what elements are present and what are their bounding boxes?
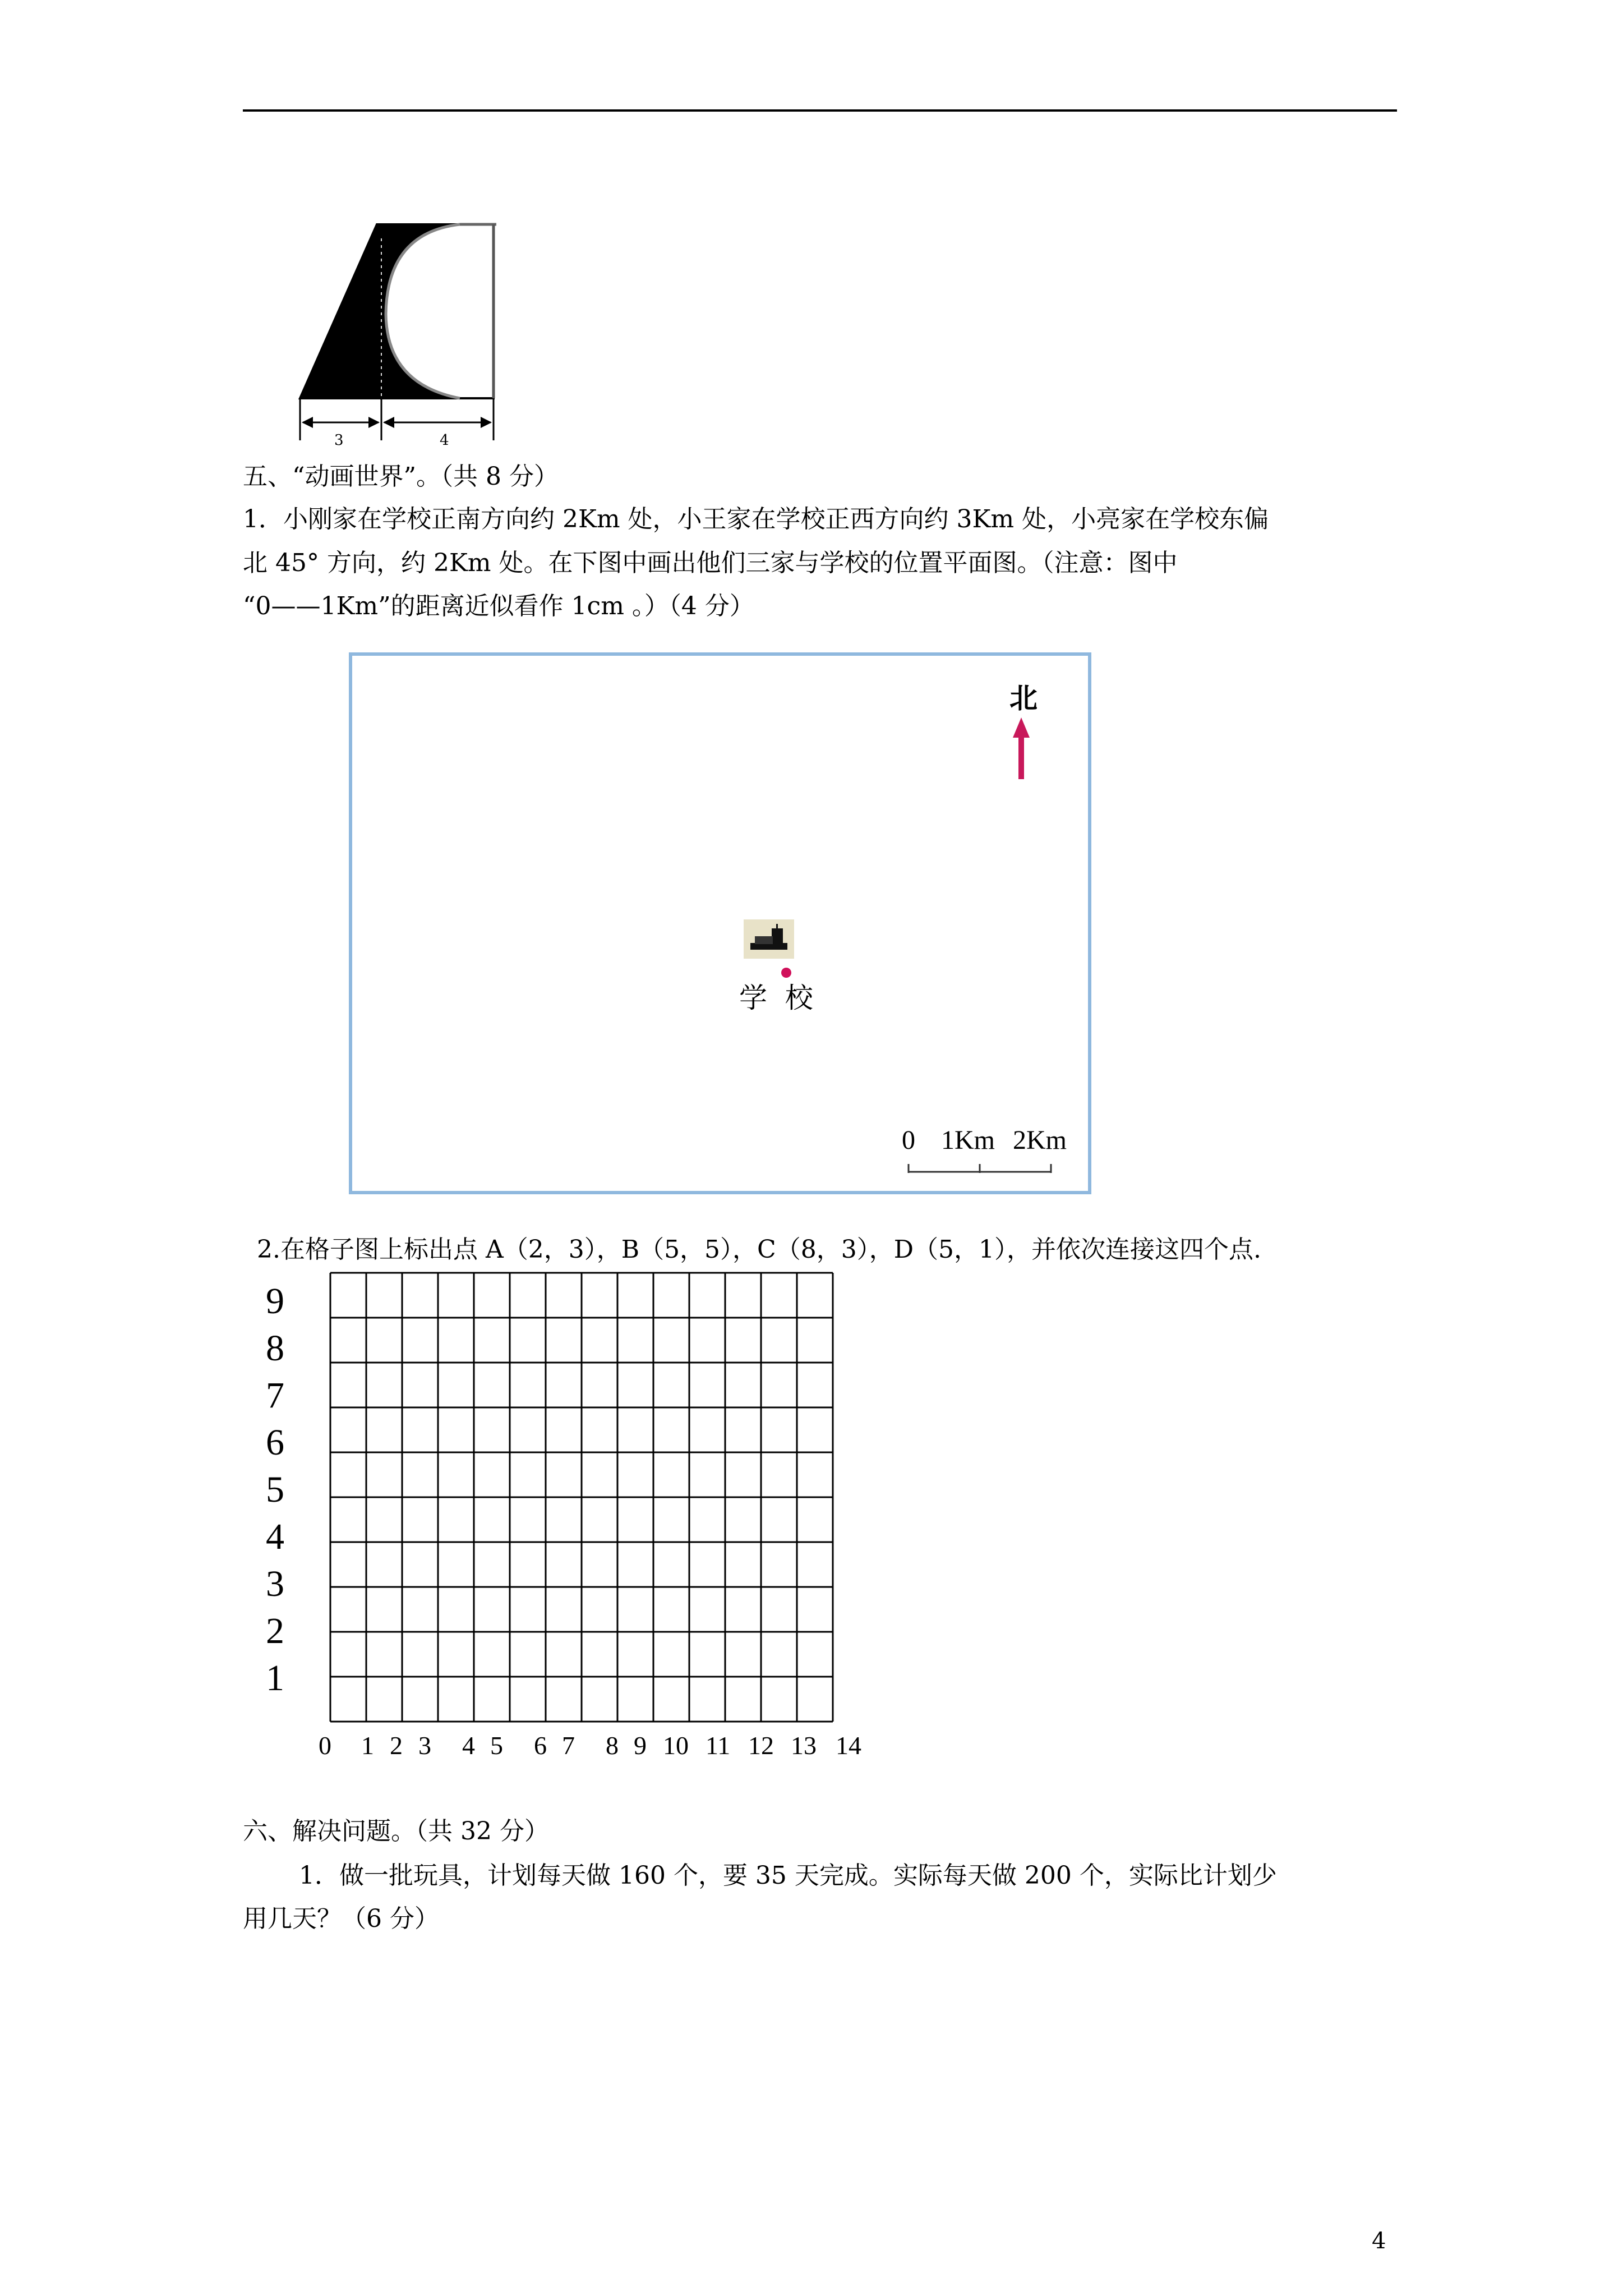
section6-title: 六、解决问题。（共 32 分） (243, 1817, 549, 1846)
north-arrow-icon (1013, 717, 1030, 779)
coordinate-grid[interactable] (328, 1271, 844, 1725)
y-label-1: 1 (266, 1658, 284, 1699)
q2-text: 2.在格子图上标出点 A（2，3），B（5，5），C（8，3），D（5，1），并依次连接这四个点. (257, 1235, 1261, 1264)
x-label-12: 12 (748, 1731, 774, 1760)
x-label-2: 2 (390, 1731, 403, 1760)
scale-label-0: 0 (902, 1125, 915, 1155)
y-label-4: 4 (266, 1516, 284, 1557)
trapezoid-semicircle-figure (292, 216, 516, 446)
y-label-8: 8 (266, 1328, 284, 1369)
dimension-label-right: 4 (437, 432, 451, 449)
y-label-7: 7 (266, 1375, 284, 1416)
x-label-1: 1 (361, 1731, 374, 1760)
x-label-3: 3 (418, 1731, 431, 1760)
north-label: 北 (1009, 682, 1038, 715)
scale-label-1km: 1Km (941, 1125, 995, 1155)
x-label-8: 8 (606, 1731, 619, 1760)
scale-bar (907, 1161, 1053, 1177)
x-label-4: 4 (462, 1731, 475, 1760)
x-label-14: 14 (836, 1731, 861, 1760)
position-map (349, 652, 1091, 1194)
y-label-3: 3 (266, 1563, 284, 1604)
s6-q1-line-1: 1．做一批玩具，计划每天做 160 个，要 35 天完成。实际每天做 200 个，实际比计划少 (299, 1861, 1277, 1890)
school-label: 学 校 (739, 982, 813, 1014)
x-label-7: 7 (562, 1731, 575, 1760)
x-label-5: 5 (490, 1731, 503, 1760)
y-label-9: 9 (266, 1281, 284, 1322)
y-label-6: 6 (266, 1422, 284, 1463)
q1-line-3: “0——1Km”的距离近似看作 1cm 。）（4 分） (243, 592, 754, 620)
section5-title: 五、“动画世界”。（共 8 分） (243, 462, 559, 491)
x-label-0: 0 (319, 1731, 331, 1760)
school-location-dot (781, 968, 791, 978)
scale-label-2km: 2Km (1013, 1125, 1067, 1155)
dimension-label-left: 3 (332, 432, 346, 449)
header-rule (243, 109, 1397, 112)
x-label-9: 9 (634, 1731, 647, 1760)
q1-line-1: 1．小刚家在学校正南方向约 2Km 处，小王家在学校正西方向约 3Km 处，小亮家在学校东偏 (243, 505, 1269, 533)
x-label-13: 13 (791, 1731, 817, 1760)
s6-q1-line-2: 用几天？（6 分） (243, 1904, 439, 1933)
page-number: 4 (1372, 2228, 1386, 2254)
y-label-5: 5 (266, 1469, 284, 1510)
q1-line-2: 北 45° 方向，约 2Km 处。在下图中画出他们三家与学校的位置平面图。（注意：图中 (243, 549, 1178, 577)
x-label-10: 10 (663, 1731, 689, 1760)
school-building-icon (744, 919, 794, 959)
x-label-6: 6 (534, 1731, 547, 1760)
x-label-11: 11 (706, 1731, 731, 1760)
y-label-2: 2 (266, 1611, 284, 1651)
